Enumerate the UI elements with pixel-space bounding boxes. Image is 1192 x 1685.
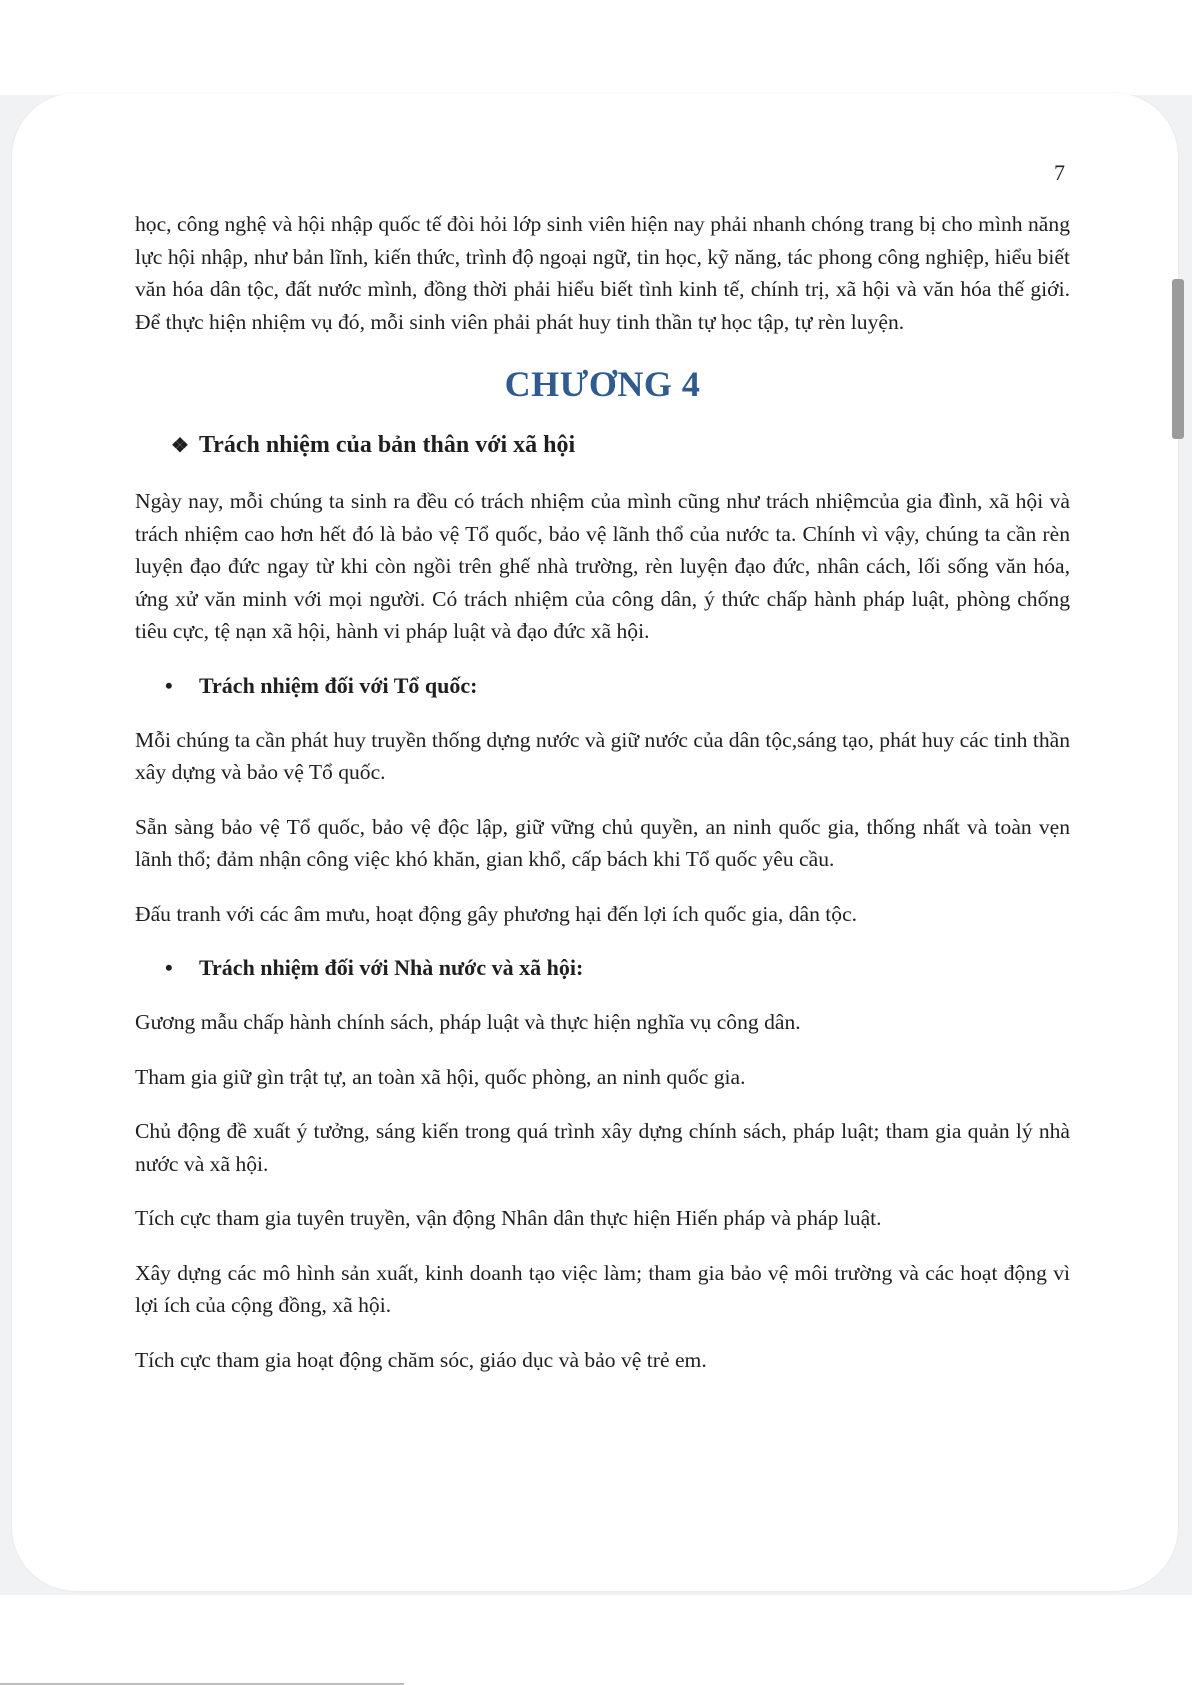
scrollbar-thumb[interactable] bbox=[1172, 279, 1184, 439]
diamond-bullet-icon: ❖ bbox=[171, 435, 189, 457]
paragraph: Tích cực tham gia tuyên truyền, vận động Nhân dân thực hiện Hiến pháp và pháp luật. bbox=[135, 1206, 882, 1230]
subsection-heading-text: Trách nhiệm đối với Nhà nước và xã hội: bbox=[199, 955, 584, 980]
paragraph: Xây dựng các mô hình sản xuất, kinh doanh tạo việc làm; tham gia bảo vệ môi trường và các hoạt động vì lợi ích của cộng đồng, xã hội. bbox=[135, 1260, 1070, 1317]
page-number: 7 bbox=[1054, 160, 1065, 185]
paragraph: Tham gia giữ gìn trật tự, an toàn xã hội, quốc phòng, an ninh quốc gia. bbox=[135, 1064, 746, 1089]
bullet-icon: • bbox=[165, 955, 173, 980]
paragraph: Sẵn sàng bảo vệ Tổ quốc, bảo vệ độc lập, giữ vững chủ quyền, an ninh quốc gia, thống nhất và toàn vẹn lãnh thổ; đảm nhận công việc khó khăn, gian khổ, cấp bách khi Tổ quốc yêu cầu. bbox=[135, 814, 1070, 871]
paragraph: Chủ động đề xuất ý tưởng, sáng kiến trong quá trình xây dựng chính sách, pháp luật; tham gia quản lý nhà nước và xã hội. bbox=[135, 1119, 1070, 1176]
bullet-icon: • bbox=[165, 672, 173, 698]
page-content bbox=[135, 208, 1070, 1398]
paragraph: Mỗi chúng ta cần phát huy truyền thống dựng nước và giữ nước của dân tộc,sáng tạo, phát huy các tinh thần xây dựng và bảo vệ Tổ quốc. bbox=[135, 727, 1070, 784]
bottom-margin bbox=[0, 1595, 1192, 1685]
section-heading-text: Trách nhiệm của bản thân với xã hội bbox=[198, 432, 576, 458]
section-heading bbox=[171, 428, 1070, 463]
top-margin bbox=[0, 0, 1192, 95]
subsection-heading bbox=[165, 670, 1070, 702]
subsection-heading bbox=[165, 952, 1070, 984]
section-paragraph: Ngày nay, mỗi chúng ta sinh ra đều có trách nhiệm của mình cũng như trách nhiệmcủa gia đình, xã hội và trách nhiệm cao hơn hết đó là bảo vệ Tổ quốc, bảo vệ lãnh thổ của nước ta. Chính vì vậy, chúng ta cần rèn luyện đạo đức ngay từ khi còn ngồi trên ghế nhà trường, rèn luyện đạo đức, nhân cách, lối sống văn hóa, ứng xử văn minh với mọi người. Có trách nhiệm của công dân, ý thức chấp hành pháp luật, phòng chống tiêu cực, tệ nạn xã hội, hành vi pháp luật và đạo đức xã hội. bbox=[135, 489, 1070, 643]
paragraph: Tích cực tham gia hoạt động chăm sóc, giáo dục và bảo vệ trẻ em. bbox=[135, 1347, 707, 1372]
paragraph: Gương mẫu chấp hành chính sách, pháp luật và thực hiện nghĩa vụ công dân. bbox=[135, 1010, 801, 1034]
paragraph: Đấu tranh với các âm mưu, hoạt động gây phương hại đến lợi ích quốc gia, dân tộc. bbox=[135, 901, 858, 926]
subsection-heading-text: Trách nhiệm đối với Tổ quốc: bbox=[199, 672, 478, 698]
chapter-title: CHƯƠNG 4 bbox=[504, 364, 701, 404]
intro-paragraph: học, công nghệ và hội nhập quốc tế đòi hỏi lớp sinh viên hiện nay phải nhanh chóng trang bị cho mình năng lực hội nhập, như bản lĩnh, kiến thức, trình độ ngoại ngữ, tin học, kỹ năng, tác phong công nghiệp, hiểu biết văn hóa dân tộc, đất nước mình, đồng thời phải hiểu biết tình kinh tế, chính trị, xã hội và văn hóa thế giới. Để thực hiện nhiệm vụ đó, mỗi sinh viên phải phát huy tinh thần tự học tập, tự rèn luyện. bbox=[135, 212, 1070, 334]
